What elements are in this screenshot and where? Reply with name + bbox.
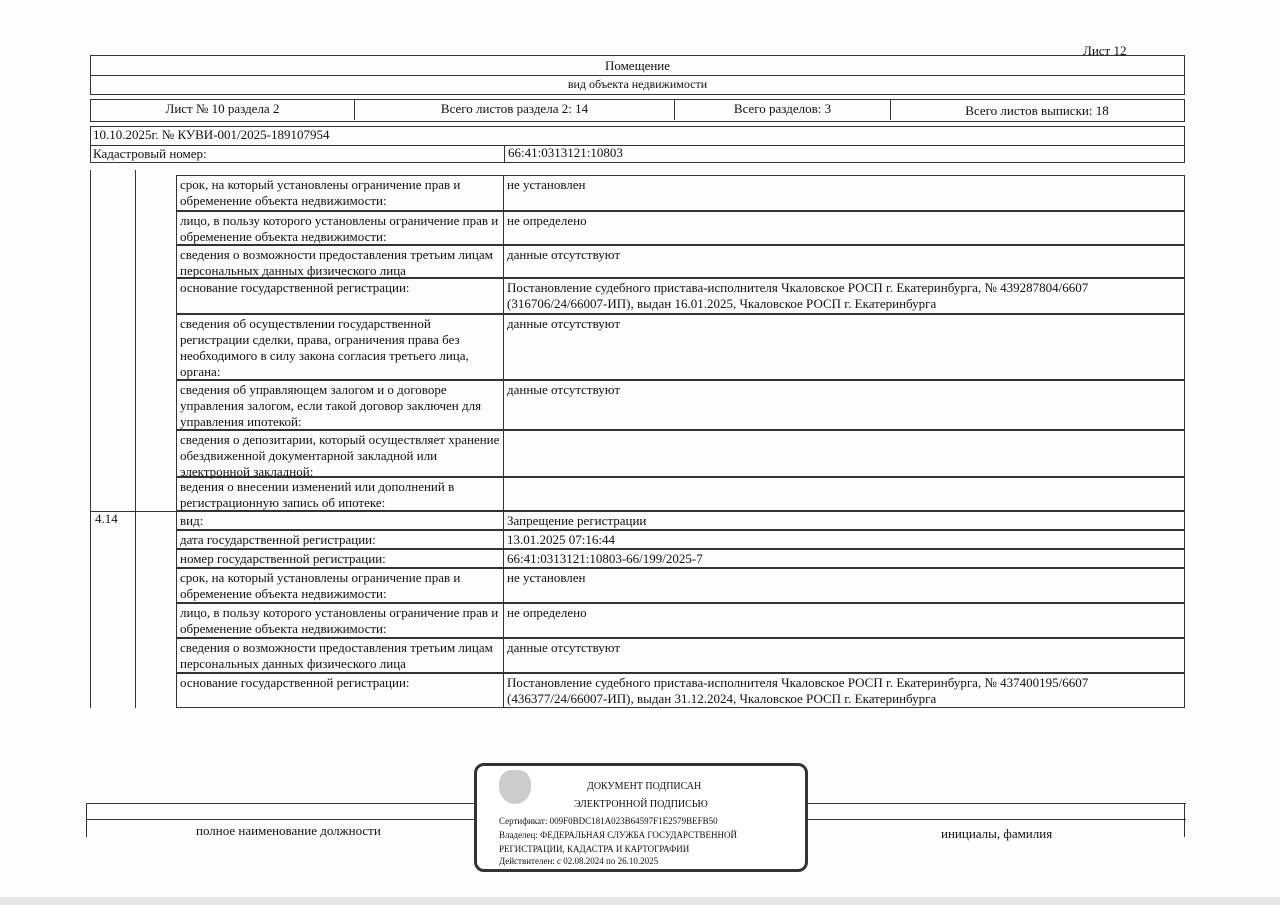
row-label: основание государственной регистрации: [176, 278, 504, 314]
sheet-label: Лист 12 [1083, 43, 1127, 58]
row-value: данные отсутствуют [503, 380, 1185, 430]
row-value [503, 477, 1185, 511]
stamp-title-1: ДОКУМЕНТ ПОДПИСАН [587, 781, 702, 792]
stamp-owner-1: Владелец: ФЕДЕРАЛЬНАЯ СЛУЖБА ГОСУДАРСТВЕННОЙ [499, 830, 738, 840]
row-label: вид: [176, 511, 504, 530]
row-label: ведения о внесении изменений или дополнений в регистрационную запись об ипотеке: [176, 477, 504, 511]
row-label: сведения об осуществлении государственной регистрации сделки, права, ограничения права без необходимого в силу закона согласия третьего лица, органа: [176, 314, 504, 380]
total-sections: Всего разделов: 3 [675, 100, 891, 120]
row-value: 13.01.2025 07:16:44 [503, 530, 1185, 549]
document-reference: 10.10.2025г. № КУВИ-001/2025-189107954 [93, 127, 330, 142]
row-value: не определено [503, 603, 1185, 638]
row-label: срок, на который установлены ограничение прав и обременение объекта недвижимости: [176, 175, 504, 211]
row-label: срок, на который установлены ограничение прав и обременение объекта недвижимости: [176, 568, 504, 603]
row-label: лицо, в пользу которого установлены ограничение прав и обременение объекта недвижимости: [176, 211, 504, 245]
stamp-validity: Действителен: с 02.08.2024 по 26.10.2025 [499, 856, 659, 866]
object-header [90, 55, 1185, 95]
row-label: основание государственной регистрации: [176, 673, 504, 708]
object-type: Помещение [604, 58, 671, 73]
row-label: сведения о возможности предоставления третьим лицам персональных данных физического лица [176, 245, 504, 278]
row-label: сведения о возможности предоставления третьим лицам персональных данных физического лица [176, 638, 504, 673]
name-caption: инициалы, фамилия [941, 826, 1053, 841]
position-caption: полное наименование должности [196, 823, 381, 838]
cadastral-label: Кадастровый номер: [93, 146, 207, 161]
row-number: 4.14 [95, 511, 118, 526]
row-value: данные отсутствуют [503, 245, 1185, 278]
electronic-signature-stamp [474, 763, 808, 872]
row-value [503, 430, 1185, 477]
row-label: лицо, в пользу которого установлены ограничение прав и обременение объекта недвижимости: [176, 603, 504, 638]
row-label: дата государственной регистрации: [176, 530, 504, 549]
row-label: сведения об управляющем залогом и о договоре управления залогом, если такой договор заключен для управления ипотекой: [176, 380, 504, 430]
stamp-certificate: Сертификат: 009F0BDC181A023B64597F1E2579BEFB50 [499, 816, 718, 826]
row-value: не установлен [503, 175, 1185, 211]
object-caption: вид объекта недвижимости [567, 77, 708, 91]
total-sheets: Всего листов выписки: 18 [965, 103, 1109, 118]
row-value: 66:41:0313121:10803-66/199/2025-7 [503, 549, 1185, 568]
sheet-number: Лист № 10 раздела 2 [91, 100, 355, 120]
stamp-owner-2: РЕГИСТРАЦИИ, КАДАСТРА И КАРТОГРАФИИ [499, 844, 690, 854]
row-value: Запрещение регистрации [503, 511, 1185, 530]
stamp-title-2: ЭЛЕКТРОННОЙ ПОДПИСЬЮ [574, 799, 708, 810]
sheet-info-row [90, 99, 1185, 122]
row-value: не установлен [503, 568, 1185, 603]
row-label: номер государственной регистрации: [176, 549, 504, 568]
row-value: Постановление судебного пристава-исполнителя Чкаловское РОСП г. Екатеринбурга, № 437400195/6607 (436377/24/66007-ИП), выдан 31.12.2024, Чкаловское РОСП г. Екатеринбурга [503, 673, 1185, 708]
row-value: Постановление судебного пристава-исполнителя Чкаловское РОСП г. Екатеринбурга, № 439287804/6607 (316706/24/66007-ИП), выдан 16.01.2025, Чкаловское РОСП г. Екатеринбурга [503, 278, 1185, 314]
cadastral-number: 66:41:0313121:10803 [504, 145, 623, 162]
row-label: сведения о депозитарии, который осуществляет хранение обездвиженной документарной закладной или электронной закладной: [176, 430, 504, 477]
row-value: данные отсутствуют [503, 638, 1185, 673]
row-value: данные отсутствуют [503, 314, 1185, 380]
section-sheets: Всего листов раздела 2: 14 [355, 100, 675, 120]
coat-of-arms-icon [499, 770, 531, 804]
doc-ref-block [90, 126, 1185, 163]
row-value: не определено [503, 211, 1185, 245]
